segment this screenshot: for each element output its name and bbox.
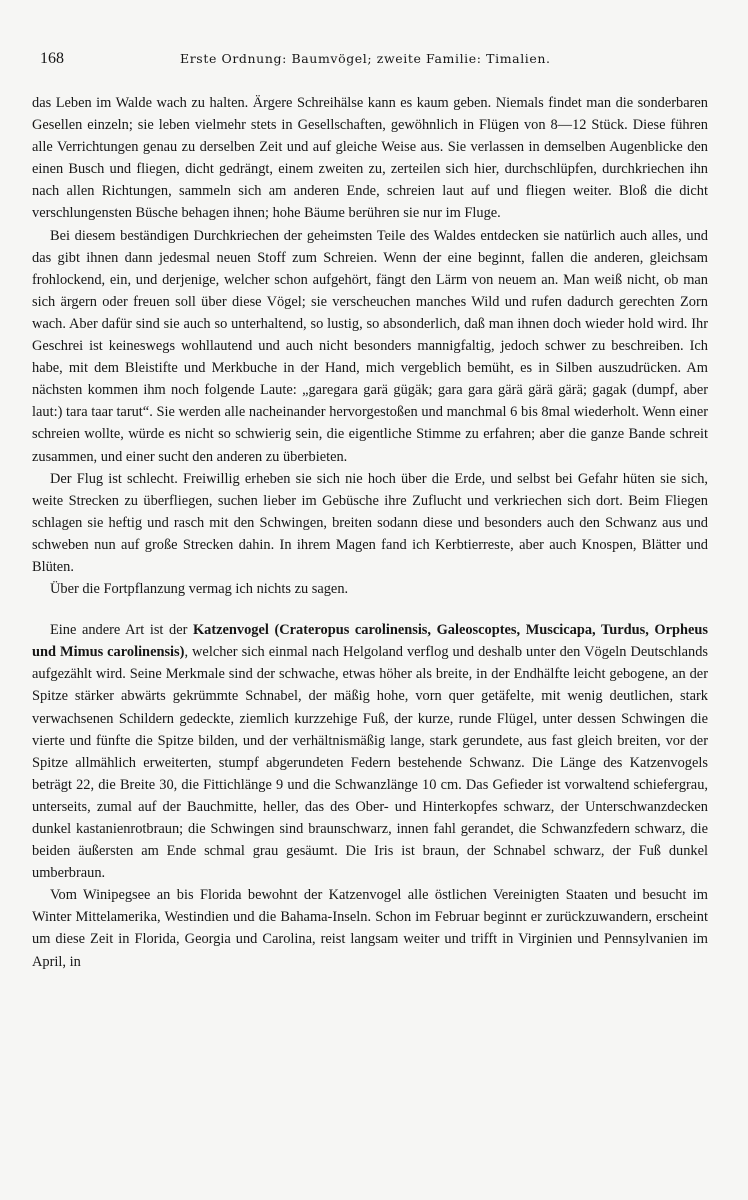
description-text: , welcher sich einmal nach Helgoland verflog und deshalb unter den Vögeln Deutschlands aufgezählt wird. Seine Merkmale sind der schwache, etwas höher als breite, in der Endhälfte leicht gebogene, an der Spitze stärker abwärts gekrümmte Schnabel, der mäßig hohe, vorn quer getäfelte, mit wenig deutlichen, stark verwachsenen Schildern gedeckte, ziemlich kurzzehige Fuß, der kurze, runde Flügel, unter dessen Schwingen die vierte und fünfte die Spitze bilden, und der verhältnismäßig lange, stark gerundete, aus fast gleich breiten, vor der Spitze allmählich erweiterten, stumpf abgerundeten Federn bestehende Schwanz. Die Länge des Katzenvogels beträgt 22, die Breite 30, die Fittichlänge 9 und die Schwanzlänge 10 cm. Das Gefieder ist vorwaltend schiefergrau, unterseits, zumal auf der Bauchmitte, heller, das des Ober- und Hinterkopfes schwarz, der Unterschwanzdecken dunkel kastanienrotbraun; die Schwingen sind braunschwarz, innen fahl gerandet, die Schwanzfedern schwarz, die beiden äußersten am Ende schmal grau gesäumt. Die Iris ist braun, der Schnabel schwarz, der Fuß dunkel umberbraun.	[32, 644, 708, 882]
page-number: 168	[40, 50, 64, 67]
body-text	[32, 92, 708, 973]
section-gap	[32, 600, 708, 619]
paragraph: Der Flug ist schlecht. Freiwillig erheben sie sich nie hoch über die Erde, und selbst bei Gefahr hüten sie sich, weite Strecken zu überfliegen, suchen lieber im Gebüsche ihre Zuflucht und verkriechen sich dort. Beim Fliegen schlagen sie heftig und rasch mit den Schwingen, breiten sodann diese und besonders auch den Schwanz aus und schweben nun auf große Strecken dahin. In ihrem Magen fand ich Kerbtierreste, aber auch Knospen, Blätter und Blüten.	[32, 470, 708, 575]
running-title: Erste Ordnung: Baumvögel; zweite Familie: Timalien.	[180, 51, 551, 66]
paragraph: Bei diesem beständigen Durchkriechen der geheimsten Teile des Waldes entdecken sie natürlich auch alles, und das gibt ihnen dann jedesmal neuen Stoff zum Schreien. Wenn der eine beginnt, fallen die anderen, gleichsam frohlockend, ein, und derjenige, welcher schon aufgehört, fängt den Lärm von neuem an. Man weiß nicht, ob man sich ärgern oder freuen soll über diese Vögel; sie verscheuchen manches Wild und rufen dadurch gerechten Zorn wach. Aber dafür sind sie auch so unterhaltend, so lustig, so absonderlich, daß man ihnen doch wieder hold wird. Ihr Geschrei ist keineswegs wohllautend und auch nicht besonders mannigfaltig, jedoch schwer zu beschreiben. Ich habe, mit dem Bleistifte und Merkbuche in der Hand, mich vergeblich bemüht, es in Silben auszudrücken. Am nächsten kommen ihm noch folgende Laute: „garegara garä gügäk; gara gara gärä gärä gärä; gagak (dumpf, aber laut:) tara taar tarut“. Sie werden alle nacheinander hervorgestoßen und manchmal 6 bis 8mal wiederholt. Wenn einer schreien wollte, würde es nicht so schwierig sein, die eigentliche Stimme zu erfahren; aber die ganze Bande schreit zusammen, und einer sucht den anderen zu überbieten.	[32, 227, 708, 465]
paragraph: Vom Winipegsee an bis Florida bewohnt der Katzenvogel alle östlichen Vereinigten Staaten und besucht im Winter Mittelamerika, Westindien und die Bahama-Inseln. Schon im Februar beginnt er zurückzuwandern, erscheint um diese Zeit in Florida, Georgia und Carolina, reist langsam weiter und trifft in Virginien und Pennsylvanien im April, in	[32, 887, 708, 970]
page-header	[32, 50, 708, 82]
paragraph: Über die Fortpflanzung vermag ich nichts zu sagen.	[50, 581, 349, 598]
section-timalien	[32, 92, 708, 600]
paragraph	[32, 619, 708, 884]
section-katzenvogel	[32, 619, 708, 973]
paragraph: das Leben im Walde wach zu halten. Ärgere Schreihälse kann es kaum geben. Niemals findet man die sonderbaren Gesellen einzeln; sie leben vielmehr stets in Gesellschaften, gewöhnlich in Flügen von 8—12 Stück. Diese führen alle Verrichtungen genau zu derselben Zeit und auf gleiche Weise aus. Sie verlassen in demselben Augenblicke den einen Busch und fliegen, dicht gedrängt, einem zweiten zu, zerteilen sich hier, durchschlüpfen, durchkriechen ihn nach allen Richtungen, sammeln sich am anderen Ende, schreien laut auf und fliegen weiter. Bloß die dicht verschlungensten Büsche behagen ihnen; hohe Bäume berühren sie nur im Fluge.	[32, 95, 708, 222]
intro-text: Eine andere Art ist der	[50, 622, 193, 639]
bird-synonyms: (Crateropus carolinensis, Galeoscoptes, Muscicapa, Turdus, Orpheus und Mimus carolinensis)	[32, 622, 708, 661]
bird-name: Katzenvogel	[192, 622, 269, 639]
